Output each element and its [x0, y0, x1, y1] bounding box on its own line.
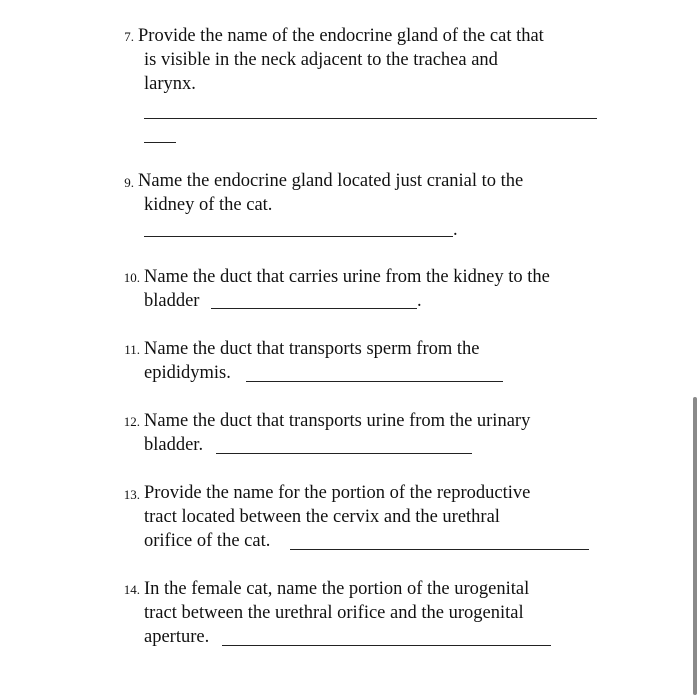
question-text-line: Provide the name for the portion of the reproductive: [144, 483, 531, 503]
question-text-line: Name the duct that transports urine from the urinary: [144, 411, 531, 431]
answer-blank[interactable]: [222, 645, 551, 646]
question-text-line: In the female cat, name the portion of the urogenital: [144, 579, 530, 599]
question-text-line: aperture.: [144, 627, 210, 647]
question-number: 9.: [124, 175, 134, 190]
answer-blank[interactable]: [216, 453, 472, 454]
question-text-line: bladder: [144, 291, 200, 311]
question-text-line: epididymis.: [144, 363, 231, 383]
question-number: 13.: [123, 487, 140, 502]
question-text-line: tract between the urethral orifice and the urogenital: [144, 603, 524, 623]
answer-blank[interactable]: [290, 549, 589, 550]
question-text-line: Name the duct that transports sperm from the: [144, 339, 480, 359]
question-number: 10.: [123, 270, 140, 285]
answer-blank[interactable]: [246, 381, 503, 382]
question-text-line: kidney of the cat.: [144, 195, 273, 215]
question-number: 11.: [124, 342, 140, 357]
question-text-line: is visible in the neck adjacent to the trachea and: [144, 50, 498, 70]
vertical-scrollbar[interactable]: [693, 397, 697, 695]
question-number: 7.: [124, 29, 134, 44]
question-text-line: Name the duct that carries urine from the kidney to the: [144, 267, 550, 287]
answer-period: .: [417, 291, 422, 311]
answer-period: .: [453, 220, 458, 240]
answer-blank[interactable]: [211, 308, 417, 309]
question-number: 12.: [123, 414, 140, 429]
question-text-line: Provide the name of the endocrine gland of the cat that: [138, 26, 544, 46]
question-text-line: tract located between the cervix and the urethral: [144, 507, 500, 527]
question-number: 14.: [123, 582, 140, 597]
question-text-line: orifice of the cat.: [144, 531, 271, 551]
question-text-line: bladder.: [144, 435, 204, 455]
answer-blank-continued[interactable]: [144, 142, 176, 143]
question-text-line: larynx.: [144, 74, 196, 94]
answer-blank[interactable]: [144, 118, 597, 119]
answer-blank[interactable]: [144, 236, 453, 237]
question-text-line: Name the endocrine gland located just cranial to the: [138, 171, 524, 191]
